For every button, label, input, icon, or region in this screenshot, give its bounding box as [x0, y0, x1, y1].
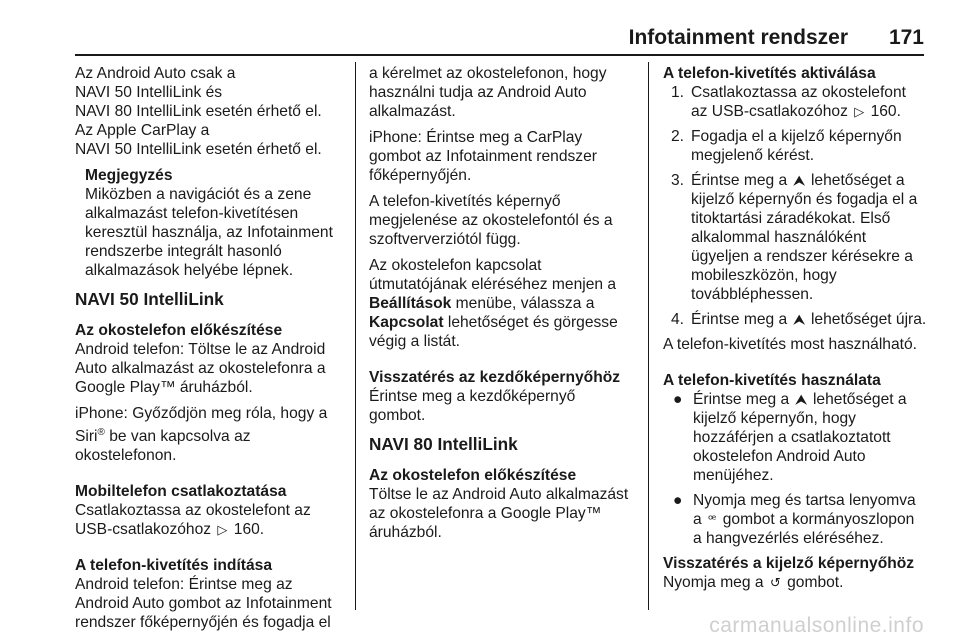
column-divider-2 [648, 62, 649, 610]
text-line [693, 510, 929, 529]
list-item: ● Érintse meg a ⮝ lehetőséget a kijelző képernyőn, hogy hozzáférjen a csatlakoztatott okostelefon Android Auto menüjéhez. [663, 390, 929, 485]
text-fragment: gombot. [782, 574, 844, 591]
text-line: kijelző képernyőn és fogadja el a [691, 191, 918, 208]
start-paragraph [75, 575, 347, 632]
android-auto-icon: ⮝ [793, 312, 805, 327]
text-line: ügyeljen a rendszer kérésekre a [691, 248, 913, 265]
text-line: iPhone: Érintse meg a CarPlay [369, 129, 583, 146]
note-box [75, 166, 347, 280]
text-fragment: Nyomja meg a [663, 574, 764, 591]
subheading-start-projection: A telefon-kivetítés indítása [75, 557, 272, 575]
section-heading-navi50: NAVI 50 IntelliLink [75, 289, 224, 309]
text-line: megjelenése az okostelefontól és a [369, 212, 613, 229]
watermark: carmanualsonline.info [709, 614, 924, 637]
text-line: alkalmazást telefon-kivetítésen [85, 205, 299, 222]
column-divider-1 [355, 62, 356, 610]
text-line [75, 520, 347, 539]
text-fragment: menübe, válassza a [451, 295, 595, 312]
text-fragment: lehetőséget a [808, 391, 907, 408]
text-line: rendszer főképernyőjén és fogadja el [75, 614, 331, 632]
text-line: Android telefon: Érintse meg az [75, 576, 293, 594]
text-line: áruházból. [369, 524, 442, 541]
text-fragment: lehetőséget és görgesse [443, 314, 618, 331]
text-line: hozzáférjen a csatlakoztatott [693, 429, 891, 446]
text-fragment: be van kapcsolva az [104, 428, 251, 446]
section-heading-navi80: NAVI 80 IntelliLink [369, 434, 518, 454]
page-reference-link[interactable]: 160. [233, 521, 265, 539]
text-line: Az Android Auto csak a [75, 65, 236, 82]
column-3 [663, 64, 929, 599]
text-line: menüjéhez. [693, 467, 774, 484]
text-line [369, 294, 641, 313]
settings-menu-label: Beállítások [369, 295, 452, 312]
text-line: Nyomja meg és tartsa lenyomva [693, 492, 916, 509]
note-title: Megjegyzés [85, 167, 173, 184]
text-line: Csatlakoztassa az okostelefont az [75, 502, 311, 520]
subheading-phone-connect: Mobiltelefon csatlakoztatása [75, 483, 287, 501]
text-line [369, 313, 641, 332]
text-fragment: gombot a kormányoszlopon [718, 511, 915, 528]
text-fragment: Érintse meg a [691, 172, 788, 189]
column-1 [75, 64, 347, 639]
text-line: végig a listát. [369, 333, 461, 350]
text-line: gombot. [369, 407, 426, 424]
return-paragraph [369, 387, 641, 425]
subheading-smartphone-prep: Az okostelefon előkészítése [75, 322, 283, 339]
intro-paragraph [75, 64, 347, 159]
text-line: NAVI 50 IntelliLink esetén érhető el. [75, 141, 322, 158]
text-line [691, 102, 929, 121]
text-line: NAVI 80 IntelliLink esetén érhető el. [75, 103, 322, 120]
text-line: titoktartási záradékokat. Első [691, 210, 891, 227]
text-line: főképernyőjén. [369, 167, 472, 184]
text-line: Android telefon: Töltse le az Android [75, 341, 326, 358]
text-line: iPhone: Győződjön meg róla, hogy a [75, 405, 328, 422]
text-fragment: az USB-csatlakozóhoz [691, 103, 848, 120]
activation-steps [663, 83, 929, 329]
text-line: Auto alkalmazást az okostelefonra a [75, 360, 326, 377]
text-line: Töltse le az Android Auto alkalmazást [369, 486, 629, 503]
voice-control-icon: ꟹ [708, 512, 717, 527]
subheading-activate-projection: A telefon-kivetítés aktiválása [663, 65, 876, 82]
text-line: NAVI 50 IntelliLink és [75, 84, 223, 101]
connection-guide-paragraph [369, 256, 641, 351]
text-line: okostelefon Android Auto [693, 448, 866, 465]
usable-paragraph: A telefon-kivetítés most használható. [663, 336, 917, 353]
text-fragment: USB-csatlakozóhoz [75, 521, 212, 539]
text-line: mobileszközön, hogy [691, 267, 837, 284]
prep-paragraph [75, 340, 347, 397]
list-item: 4. Érintse meg a ⮝ lehetőséget újra. [663, 310, 929, 329]
header-divider [75, 54, 924, 56]
text-line: alkalommal használóként [691, 229, 867, 246]
text-line: Miközben a navigációt és a zene [85, 186, 312, 203]
connection-option-label: Kapcsolat [369, 314, 444, 331]
list-item: 2. Fogadja el a kijelző képernyőn megjelenő kérést. [663, 127, 929, 165]
text-line: gombot az Infotainment rendszer [369, 148, 597, 165]
subheading-return-display: Visszatérés a kijelző képernyőhöz [663, 555, 915, 572]
text-line: rendszerbe integrált hasonló [85, 243, 282, 260]
page-number: 171 [888, 26, 924, 49]
text-line: keresztül használja, az Infotainment [85, 224, 333, 241]
continued-paragraph [369, 64, 641, 121]
subheading-smartphone-prep-2: Az okostelefon előkészítése [369, 467, 577, 484]
text-line: alkalmazások helyébe lépnek. [85, 262, 294, 279]
iphone-paragraph [75, 404, 347, 465]
return-display-paragraph [663, 573, 929, 592]
text-fragment: a [693, 511, 702, 528]
subheading-use-projection: A telefon-kivetítés használata [663, 372, 881, 389]
text-line: Érintse meg a kezdőképernyő [369, 388, 576, 405]
page-title: Infotainment rendszer [628, 26, 848, 49]
connect-paragraph [75, 501, 347, 539]
android-auto-icon: ⮝ [795, 392, 807, 407]
text-line: Csatlakoztassa az okostelefont [691, 84, 906, 101]
list-item: ● Nyomja meg és tartsa lenyomva a ꟹ gombot a kormányoszlopon a hangvezérlés eléréséhez. [663, 491, 929, 548]
text-line: megjelenő kérést. [691, 147, 815, 164]
text-line: a hangvezérlés eléréséhez. [693, 530, 884, 547]
text-line [693, 390, 929, 409]
page-reference-icon: ▷ [217, 522, 228, 538]
list-item: 3. Érintse meg a ⮝ lehetőséget a kijelző képernyőn és fogadja el a titoktartási záradékokat. Első alkalommal használóként ügyeljen a rendszer kérésekre a mobileszközön, hogy továbbléphessen. [663, 171, 929, 304]
text-line [75, 423, 347, 446]
text-line: okostelefonon. [75, 447, 177, 465]
page-header [0, 0, 960, 56]
usage-bullets [663, 390, 929, 548]
text-fragment: Érintse meg a [691, 311, 788, 328]
text-line [691, 310, 929, 329]
list-item: 1. Csatlakoztassa az okostelefont az USB-csatlakozóhoz ▷ 160. [663, 83, 929, 121]
text-line: az okostelefonra a Google Play™ [369, 505, 602, 522]
text-line: Az Apple CarPlay a [75, 122, 210, 139]
column-2 [369, 64, 641, 549]
text-line: kijelző képernyőn, hogy [693, 410, 856, 427]
registered-mark: ® [97, 427, 105, 438]
text-line: a kérelmet az okostelefonon, hogy [369, 65, 607, 82]
text-line: útmutatójának eléréséhez menjen a [369, 276, 617, 293]
text-line: A telefon-kivetítés képernyő [369, 193, 561, 210]
iphone-carplay-paragraph [369, 128, 641, 185]
text-line: alkalmazást. [369, 103, 456, 120]
back-icon: ↺ [769, 575, 781, 590]
text-line: Fogadja el a kijelző képernyőn [691, 128, 902, 145]
text-line: használni tudja az Android Auto [369, 84, 587, 101]
text-line: szoftververziótól függ. [369, 231, 521, 248]
page-reference-icon: ▷ [854, 104, 865, 119]
siri-text: Siri [75, 428, 98, 446]
text-line: Google Play™ áruházból. [75, 379, 253, 396]
page-reference-link[interactable]: 160. [870, 103, 901, 120]
android-auto-icon: ⮝ [793, 173, 805, 188]
text-line: továbbléphessen. [691, 286, 814, 303]
text-line: Az okostelefon kapcsolat [369, 257, 542, 274]
text-fragment: lehetőséget újra. [806, 311, 927, 328]
text-line: Android Auto gombot az Infotainment [75, 595, 332, 613]
subheading-return-home: Visszatérés az kezdőképernyőhöz [369, 369, 621, 386]
text-fragment: lehetőséget a [806, 172, 905, 189]
text-fragment: Érintse meg a [693, 391, 790, 408]
display-paragraph [369, 192, 641, 249]
text-line [691, 171, 929, 190]
prep-paragraph-2 [369, 485, 641, 542]
